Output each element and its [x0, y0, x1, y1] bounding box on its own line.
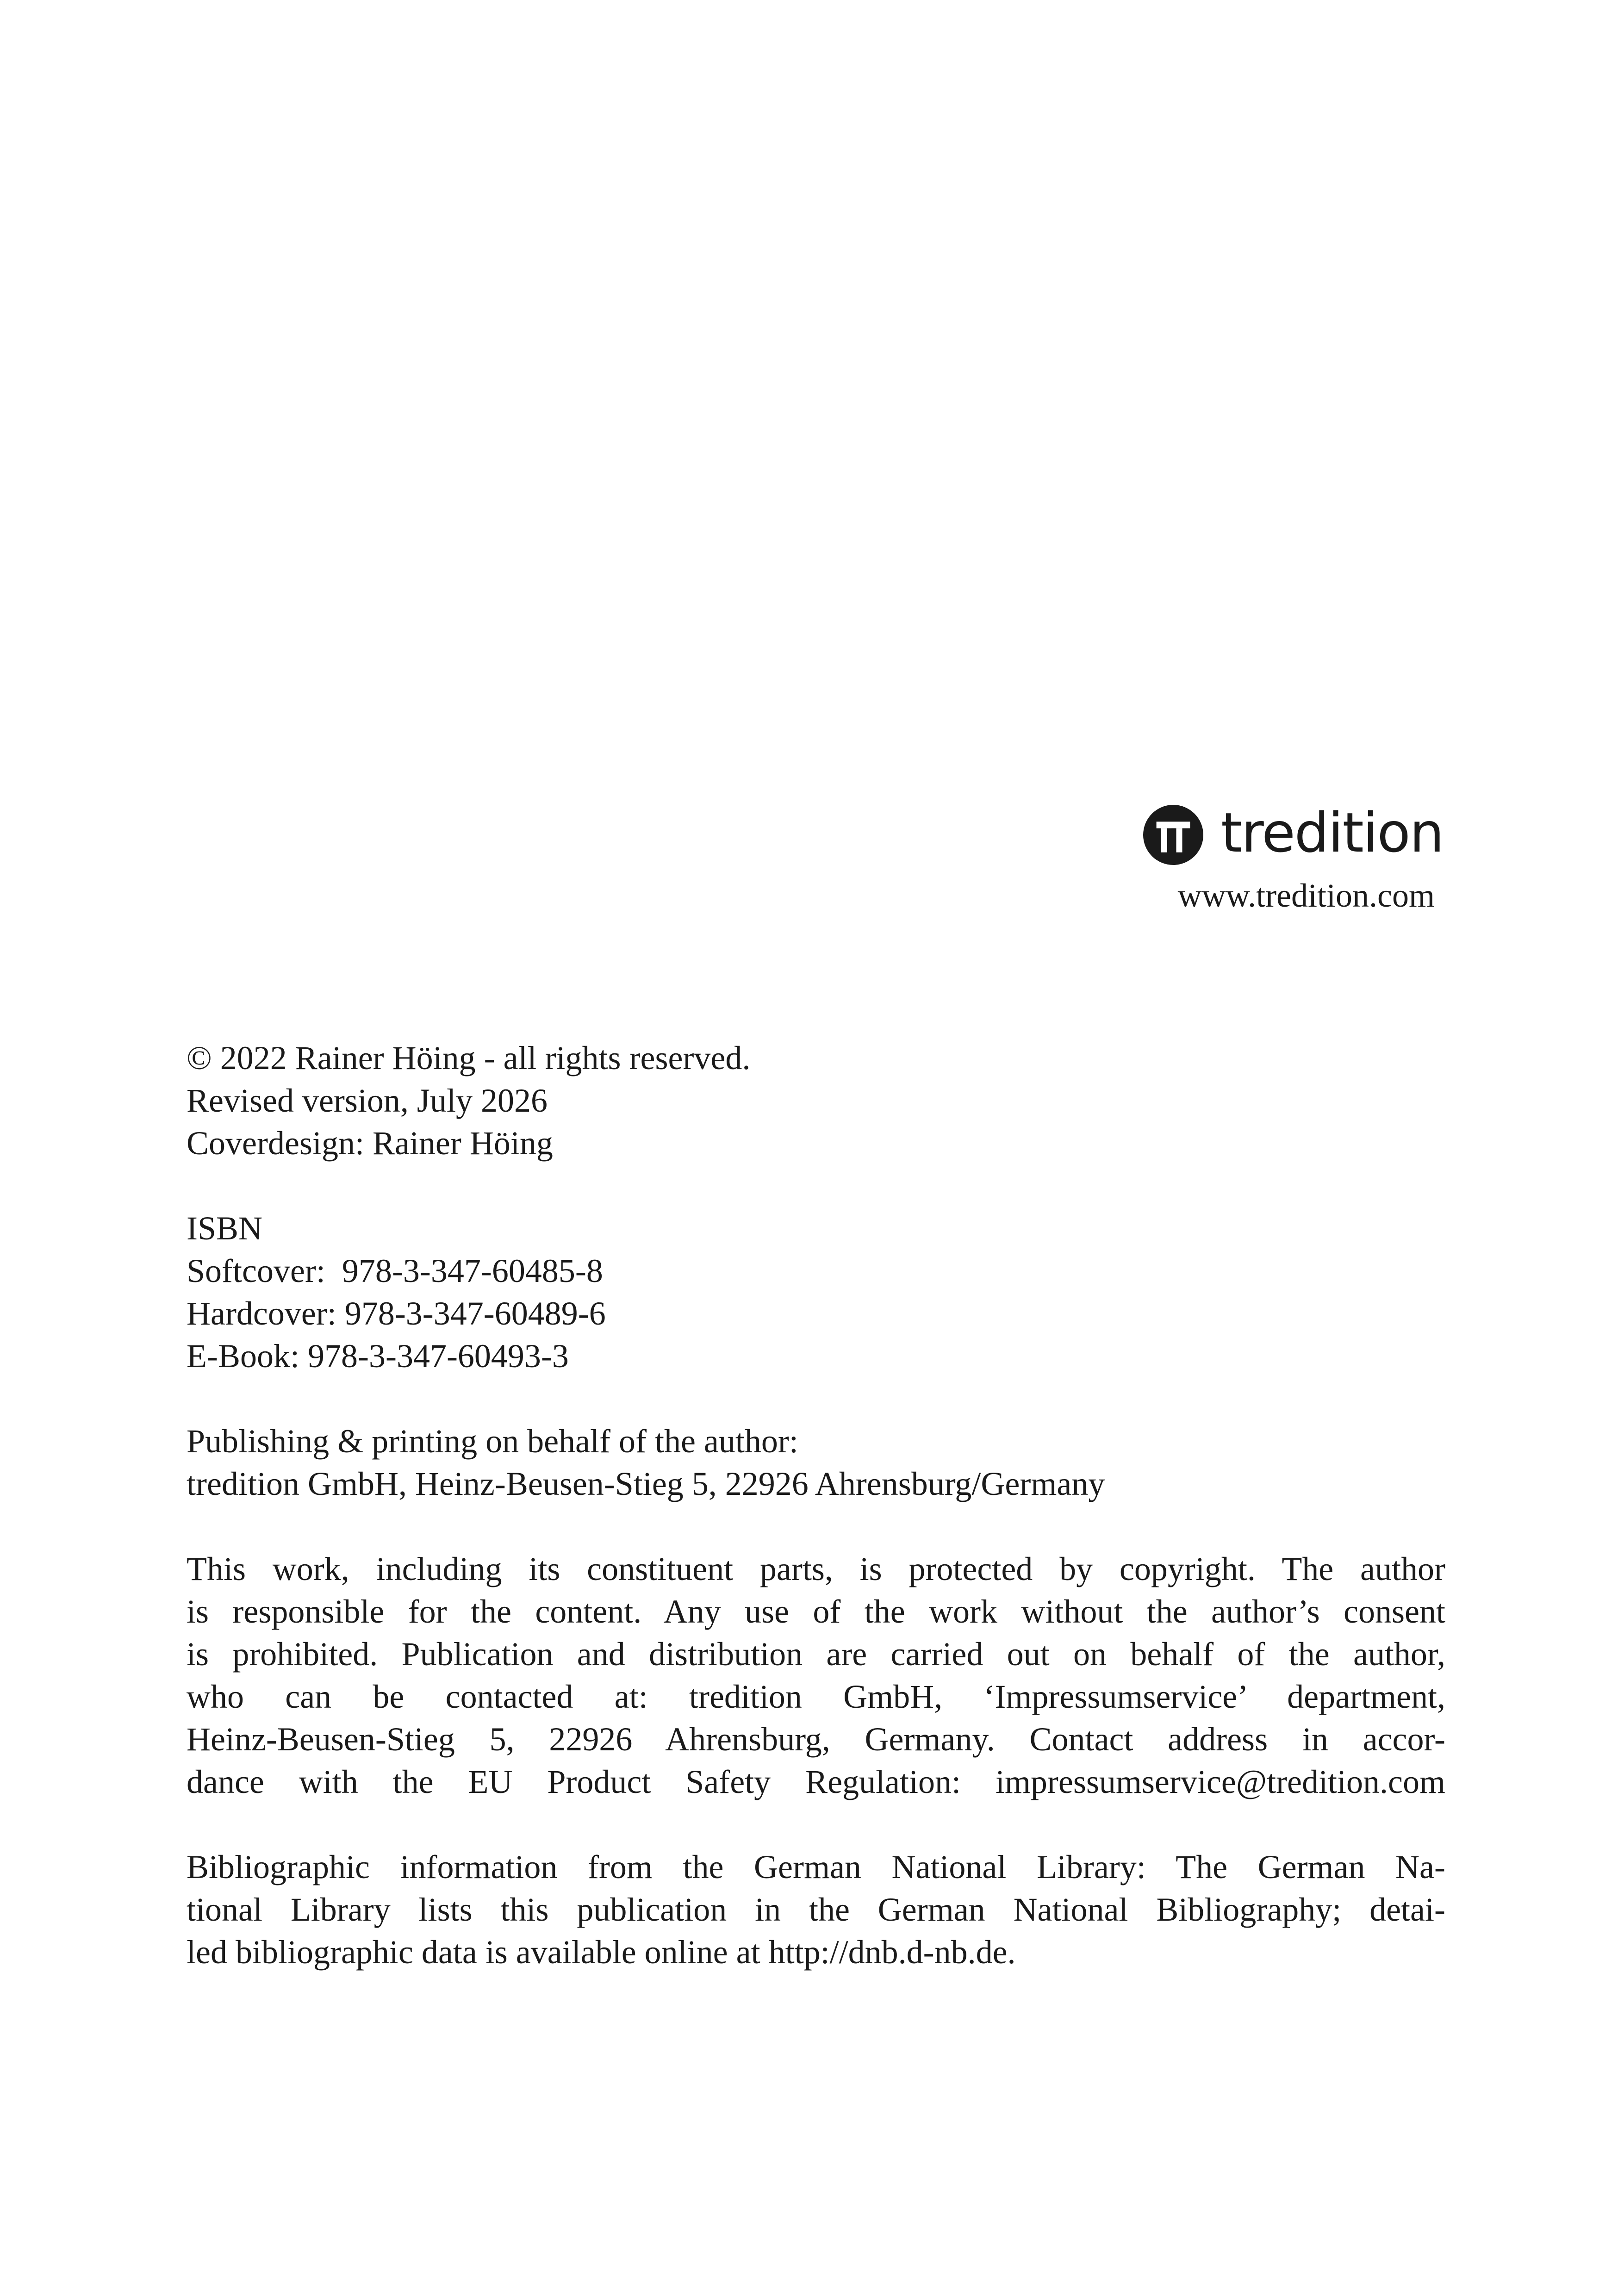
isbn-heading: ISBN: [187, 1210, 263, 1247]
rights-block: [187, 1037, 1445, 1164]
notice-line: dance with the EU Product Safety Regulation: impressumservice@tredition.com: [187, 1763, 1445, 1800]
notice-line: is prohibited. Publication and distribution are carried out on behalf of the author,: [187, 1636, 1445, 1673]
tredition-mark-icon: [1143, 805, 1203, 865]
copyright-line: © 2022 Rainer Höing - all rights reserved.: [187, 1039, 751, 1076]
notice-line: who can be contacted at: tredition GmbH, ‘Impressumservice’ department,: [187, 1678, 1445, 1715]
publishing-line: Publishing & printing on behalf of the author:: [187, 1423, 798, 1460]
isbn-softcover: Softcover: 978-3-347-60485-8: [187, 1252, 603, 1289]
revision-line: Revised version, July 2026: [187, 1082, 548, 1119]
cover-design-line: Coverdesign: Rainer Höing: [187, 1125, 553, 1162]
bibliographic-line: Bibliographic information from the German National Library: The German Na-: [187, 1848, 1445, 1885]
publisher-address: tredition GmbH, Heinz-Beusen-Stieg 5, 22926 Ahrensburg/Germany: [187, 1465, 1105, 1502]
notice-line: is responsible for the content. Any use of the work without the author’s consent: [187, 1593, 1445, 1630]
imprint-block: [187, 1037, 1445, 2016]
publishing-block: [187, 1420, 1445, 1505]
notice-line: This work, including its constituent parts, is protected by copyright. The author: [187, 1550, 1445, 1587]
tredition-wordmark: tredition: [1221, 801, 1444, 865]
tredition-logo: [1143, 803, 1444, 868]
publisher-url[interactable]: www.tredition.com: [1177, 877, 1435, 914]
isbn-hardcover: Hardcover: 978-3-347-60489-6: [187, 1295, 606, 1332]
bibliographic-line: tional Library lists this publication in the German National Bibliography; detai-: [187, 1891, 1445, 1928]
notice-line: Heinz-Beusen-Stieg 5, 22926 Ahrensburg, Germany. Contact address in accor-: [187, 1721, 1445, 1758]
isbn-ebook: E-Book: 978-3-347-60493-3: [187, 1338, 569, 1375]
bibliographic-line: led bibliographic data is available online at http://dnb.d-nb.de.: [187, 1934, 1016, 1971]
isbn-block: [187, 1207, 1445, 1377]
copyright-notice: [187, 1548, 1445, 1803]
bibliographic-info: [187, 1846, 1445, 1973]
